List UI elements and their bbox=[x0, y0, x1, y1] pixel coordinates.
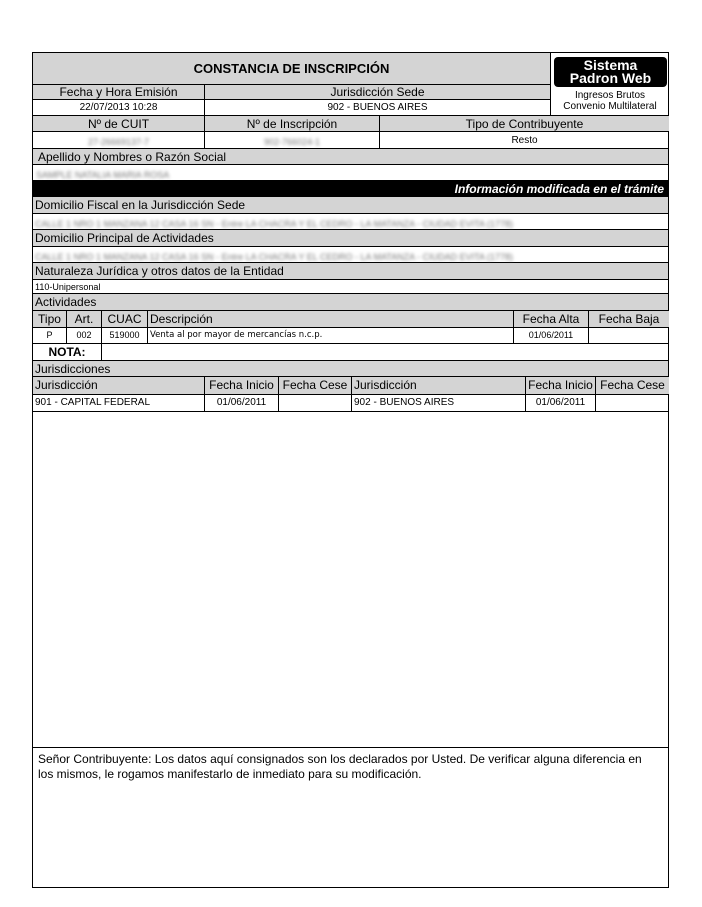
col-fecha-cese-1: Fecha Cese bbox=[279, 377, 352, 394]
inscripcion-cell bbox=[205, 132, 380, 149]
label-jurisdicciones: Jurisdicciones bbox=[33, 361, 668, 377]
col-descripcion: Descripción bbox=[148, 311, 514, 327]
jurisdiccion-2: 902 - BUENOS AIRES bbox=[352, 395, 526, 411]
domicilio-fiscal-cell bbox=[33, 214, 668, 230]
col-tipo: Tipo bbox=[33, 311, 67, 327]
logo-panel bbox=[551, 53, 669, 113]
footer-note: Señor Contribuyente: Los datos aquí consignados son los declarados por Usted. De verificar alguna diferencia en los mismos, le rogamos manifestarlo de inmediato para su modificación. bbox=[33, 747, 668, 887]
label-nombre: Apellido y Nombres o Razón Social bbox=[33, 149, 668, 165]
banner-info-modificada: Información modificada en el trámite bbox=[33, 181, 668, 197]
fecha-cese-2 bbox=[596, 395, 669, 411]
domicilio-principal-cell bbox=[33, 247, 668, 263]
nombre-cell bbox=[33, 165, 668, 181]
actividad-art: 002 bbox=[67, 328, 102, 343]
col-fecha-cese-2: Fecha Cese bbox=[596, 377, 669, 394]
logo-sub2: Convenio Multilateral bbox=[563, 101, 657, 112]
naturaleza-value: 110-Unipersonal bbox=[33, 280, 668, 294]
constancia-document bbox=[32, 52, 669, 888]
actividad-descripcion: Venta al por mayor de mercancías n.c.p. bbox=[148, 328, 514, 343]
inscripcion-value: 902-766024-1 bbox=[263, 137, 321, 147]
col-fecha-inicio-1: Fecha Inicio bbox=[205, 377, 279, 394]
label-domicilio-principal: Domicilio Principal de Actividades bbox=[33, 230, 668, 247]
logo-line1: Sistema bbox=[583, 57, 638, 73]
col-fecha-inicio-2: Fecha Inicio bbox=[526, 377, 596, 394]
actividad-tipo: P bbox=[33, 328, 67, 343]
nota-row bbox=[33, 344, 668, 361]
nombre-value: SAMPLE NATALIA MARIA ROSA bbox=[36, 170, 170, 180]
label-fecha-emision: Fecha y Hora Emisión bbox=[33, 85, 205, 100]
actividades-header-row bbox=[33, 311, 668, 328]
domicilio-principal-value: CALLE 1 NRO 1 MANZANA 12 CASA 16 SN - Entre LA CHACRA Y EL CEDRO - LA MATANZA - CIUDAD EVITA (1778) bbox=[35, 252, 513, 262]
title-bar bbox=[33, 53, 551, 85]
fecha-inicio-2: 01/06/2011 bbox=[526, 395, 596, 411]
jurisdiccion-1: 901 - CAPITAL FEDERAL bbox=[33, 395, 205, 411]
label-naturaleza: Naturaleza Jurídica y otros datos de la Entidad bbox=[33, 263, 668, 280]
table-row bbox=[33, 395, 668, 412]
label-inscripcion: Nº de Inscripción bbox=[205, 116, 380, 132]
label-actividades: Actividades bbox=[33, 294, 668, 311]
col-art: Art. bbox=[67, 311, 102, 327]
col-jurisdiccion-2: Jurisdicción bbox=[352, 377, 526, 394]
tipo-contribuyente-value: Resto bbox=[380, 132, 669, 149]
fecha-inicio-1: 01/06/2011 bbox=[205, 395, 279, 411]
actividad-fecha-alta: 01/06/2011 bbox=[514, 328, 589, 343]
sistema-padron-web-logo bbox=[554, 57, 667, 87]
label-tipo-contribuyente: Tipo de Contribuyente bbox=[380, 116, 669, 132]
table-row bbox=[33, 328, 668, 344]
col-fecha-alta: Fecha Alta bbox=[514, 311, 589, 327]
cuit-cell bbox=[33, 132, 205, 149]
col-fecha-baja: Fecha Baja bbox=[589, 311, 669, 327]
domicilio-fiscal-value: CALLE 1 NRO 1 MANZANA 12 CASA 16 SN - Entre LA CHACRA Y EL CEDRO - LA MATANZA - CIUDAD EVITA (1778) bbox=[35, 219, 513, 229]
jurisdicciones-header-row bbox=[33, 377, 668, 395]
label-domicilio-fiscal: Domicilio Fiscal en la Jurisdicción Sede bbox=[33, 197, 668, 214]
logo-line2: Padron Web bbox=[569, 70, 652, 86]
label-cuit: Nº de CUIT bbox=[33, 116, 205, 132]
col-cuac: CUAC bbox=[102, 311, 148, 327]
nota-label: NOTA: bbox=[33, 344, 102, 360]
cuit-value: 27-26669137-7 bbox=[87, 137, 150, 147]
fecha-emision: 22/07/2013 10:28 bbox=[33, 100, 205, 116]
label-jurisdiccion-sede: Jurisdicción Sede bbox=[205, 85, 551, 100]
col-jurisdiccion-1: Jurisdicción bbox=[33, 377, 205, 394]
logo-sub1: Ingresos Brutos bbox=[574, 90, 646, 101]
fecha-cese-1 bbox=[279, 395, 352, 411]
actividad-fecha-baja bbox=[589, 328, 669, 343]
document-title: CONSTANCIA DE INSCRIPCIÓN bbox=[193, 61, 390, 76]
jurisdiccion-sede: 902 - BUENOS AIRES bbox=[205, 100, 551, 116]
actividad-cuac: 519000 bbox=[102, 328, 148, 343]
